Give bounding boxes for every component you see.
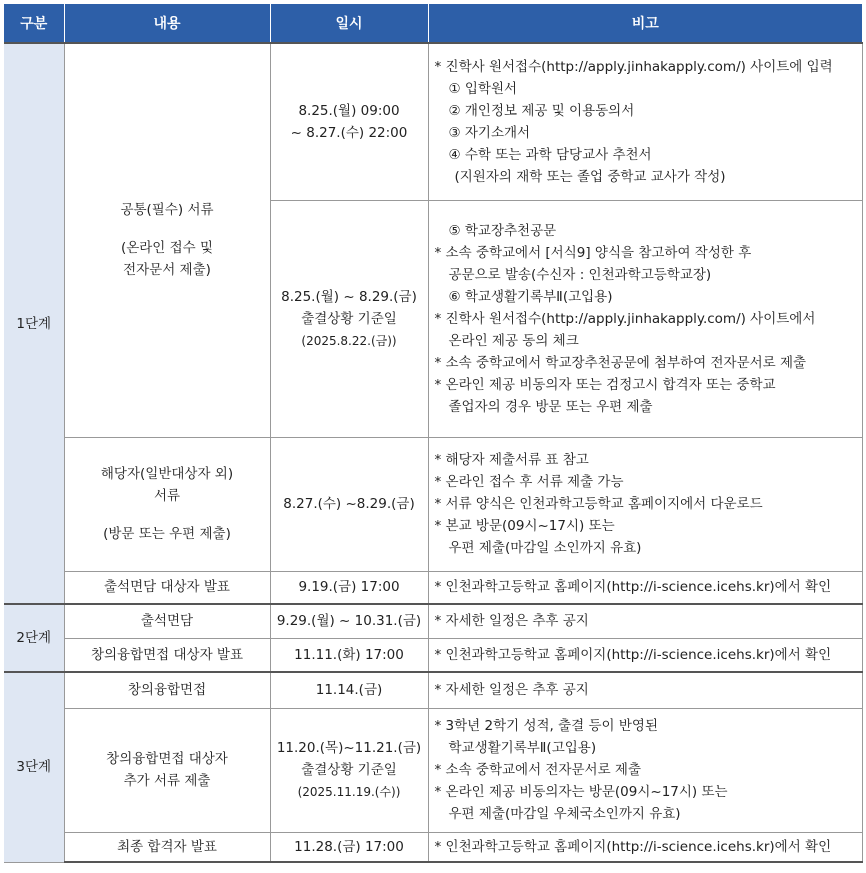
note-cell: * 진학사 원서접수(http://apply.jinhakapply.com/) 사이트에 입력 ① 입학원서 ② 개인정보 제공 및 이용동의서 ③ 자기소개서 ④ 수학 또는 과학 담당교사 추천서 (지원자의 재학 또는 졸업 중학교 교사가 작성) (428, 43, 862, 200)
note-cell: * 자세한 일정은 추후 공지 (428, 672, 862, 708)
table-row (4, 672, 862, 708)
table-row (4, 638, 862, 672)
date-cell: 8.25.(월) ~ 8.29.(금) 출결상황 기준일 (2025.8.22.(금)) (270, 200, 428, 437)
header-row (4, 4, 862, 43)
table-row (4, 571, 862, 604)
table-row (4, 708, 862, 832)
date-cell: 11.14.(금) (270, 672, 428, 708)
stage-2-cell: 2단계 (4, 604, 64, 672)
date-cell: 8.25.(월) 09:00 ~ 8.27.(수) 22:00 (270, 43, 428, 200)
content-extra-docs: 해당자(일반대상자 외) 서류 (방문 또는 우편 제출) (64, 437, 270, 571)
content-cell: 최종 합격자 발표 (64, 832, 270, 862)
note-cell: * 인천과학고등학교 홈페이지(http://i-science.icehs.kr)에서 확인 (428, 832, 862, 862)
table-row (4, 604, 862, 638)
note-cell: * 인천과학고등학교 홈페이지(http://i-science.icehs.kr)에서 확인 (428, 638, 862, 672)
content-cell: 창의융합면접 대상자 발표 (64, 638, 270, 672)
date-cell: 11.20.(목)~11.21.(금) 출결상황 기준일 (2025.11.19.(수)) (270, 708, 428, 832)
header-stage: 구분 (4, 4, 64, 43)
admission-schedule-table (4, 4, 863, 863)
header-content: 내용 (64, 4, 270, 43)
date-cell: 11.11.(화) 17:00 (270, 638, 428, 672)
note-cell: * 3학년 2학기 성적, 출결 등이 반영된 학교생활기록부Ⅱ(고입용) * 소속 중학교에서 전자문서로 제출 * 온라인 제공 비동의자는 방문(09시~17시) 또는 우편 제출(마감일 우체국소인까지 유효) (428, 708, 862, 832)
note-cell: * 해당자 제출서류 표 참고 * 온라인 접수 후 서류 제출 가능 * 서류 양식은 인천과학고등학교 홈페이지에서 다운로드 * 본교 방문(09시~17시) 또는 우편 제출(마감일 소인까지 유효) (428, 437, 862, 571)
content-cell: 창의융합면접 대상자 추가 서류 제출 (64, 708, 270, 832)
note-cell: ⑤ 학교장추천공문 * 소속 중학교에서 [서식9] 양식을 참고하여 작성한 후 공문으로 발송(수신자 : 인천과학고등학교장) ⑥ 학교생활기록부Ⅱ(고입용) * 진학사 원서접수(http://apply.jinhakapply.com/) 사이트에서 온라인 제공 동의 체크 * 소속 중학교에서 학교장추천공문에 첨부하여 전자문서로 제출 * 온라인 제공 비동의자 또는 검정고시 합격자 또는 중학교 졸업자의 경우 방문 또는 우편 제출 (428, 200, 862, 437)
date-cell: 8.27.(수) ~8.29.(금) (270, 437, 428, 571)
table-row (4, 832, 862, 862)
date-cell: 9.29.(월) ~ 10.31.(금) (270, 604, 428, 638)
content-common-docs: 공통(필수) 서류 (온라인 접수 및 전자문서 제출) (64, 43, 270, 437)
content-cell: 출석면담 (64, 604, 270, 638)
header-date: 일시 (270, 4, 428, 43)
note-cell: * 자세한 일정은 추후 공지 (428, 604, 862, 638)
header-note: 비고 (428, 4, 862, 43)
table-row (4, 437, 862, 571)
note-cell: * 인천과학고등학교 홈페이지(http://i-science.icehs.kr)에서 확인 (428, 571, 862, 604)
content-cell: 창의융합면접 (64, 672, 270, 708)
stage-3-cell: 3단계 (4, 672, 64, 862)
content-cell: 출석면담 대상자 발표 (64, 571, 270, 604)
table-row (4, 43, 862, 200)
stage-1-cell: 1단계 (4, 43, 64, 604)
date-cell: 9.19.(금) 17:00 (270, 571, 428, 604)
date-cell: 11.28.(금) 17:00 (270, 832, 428, 862)
